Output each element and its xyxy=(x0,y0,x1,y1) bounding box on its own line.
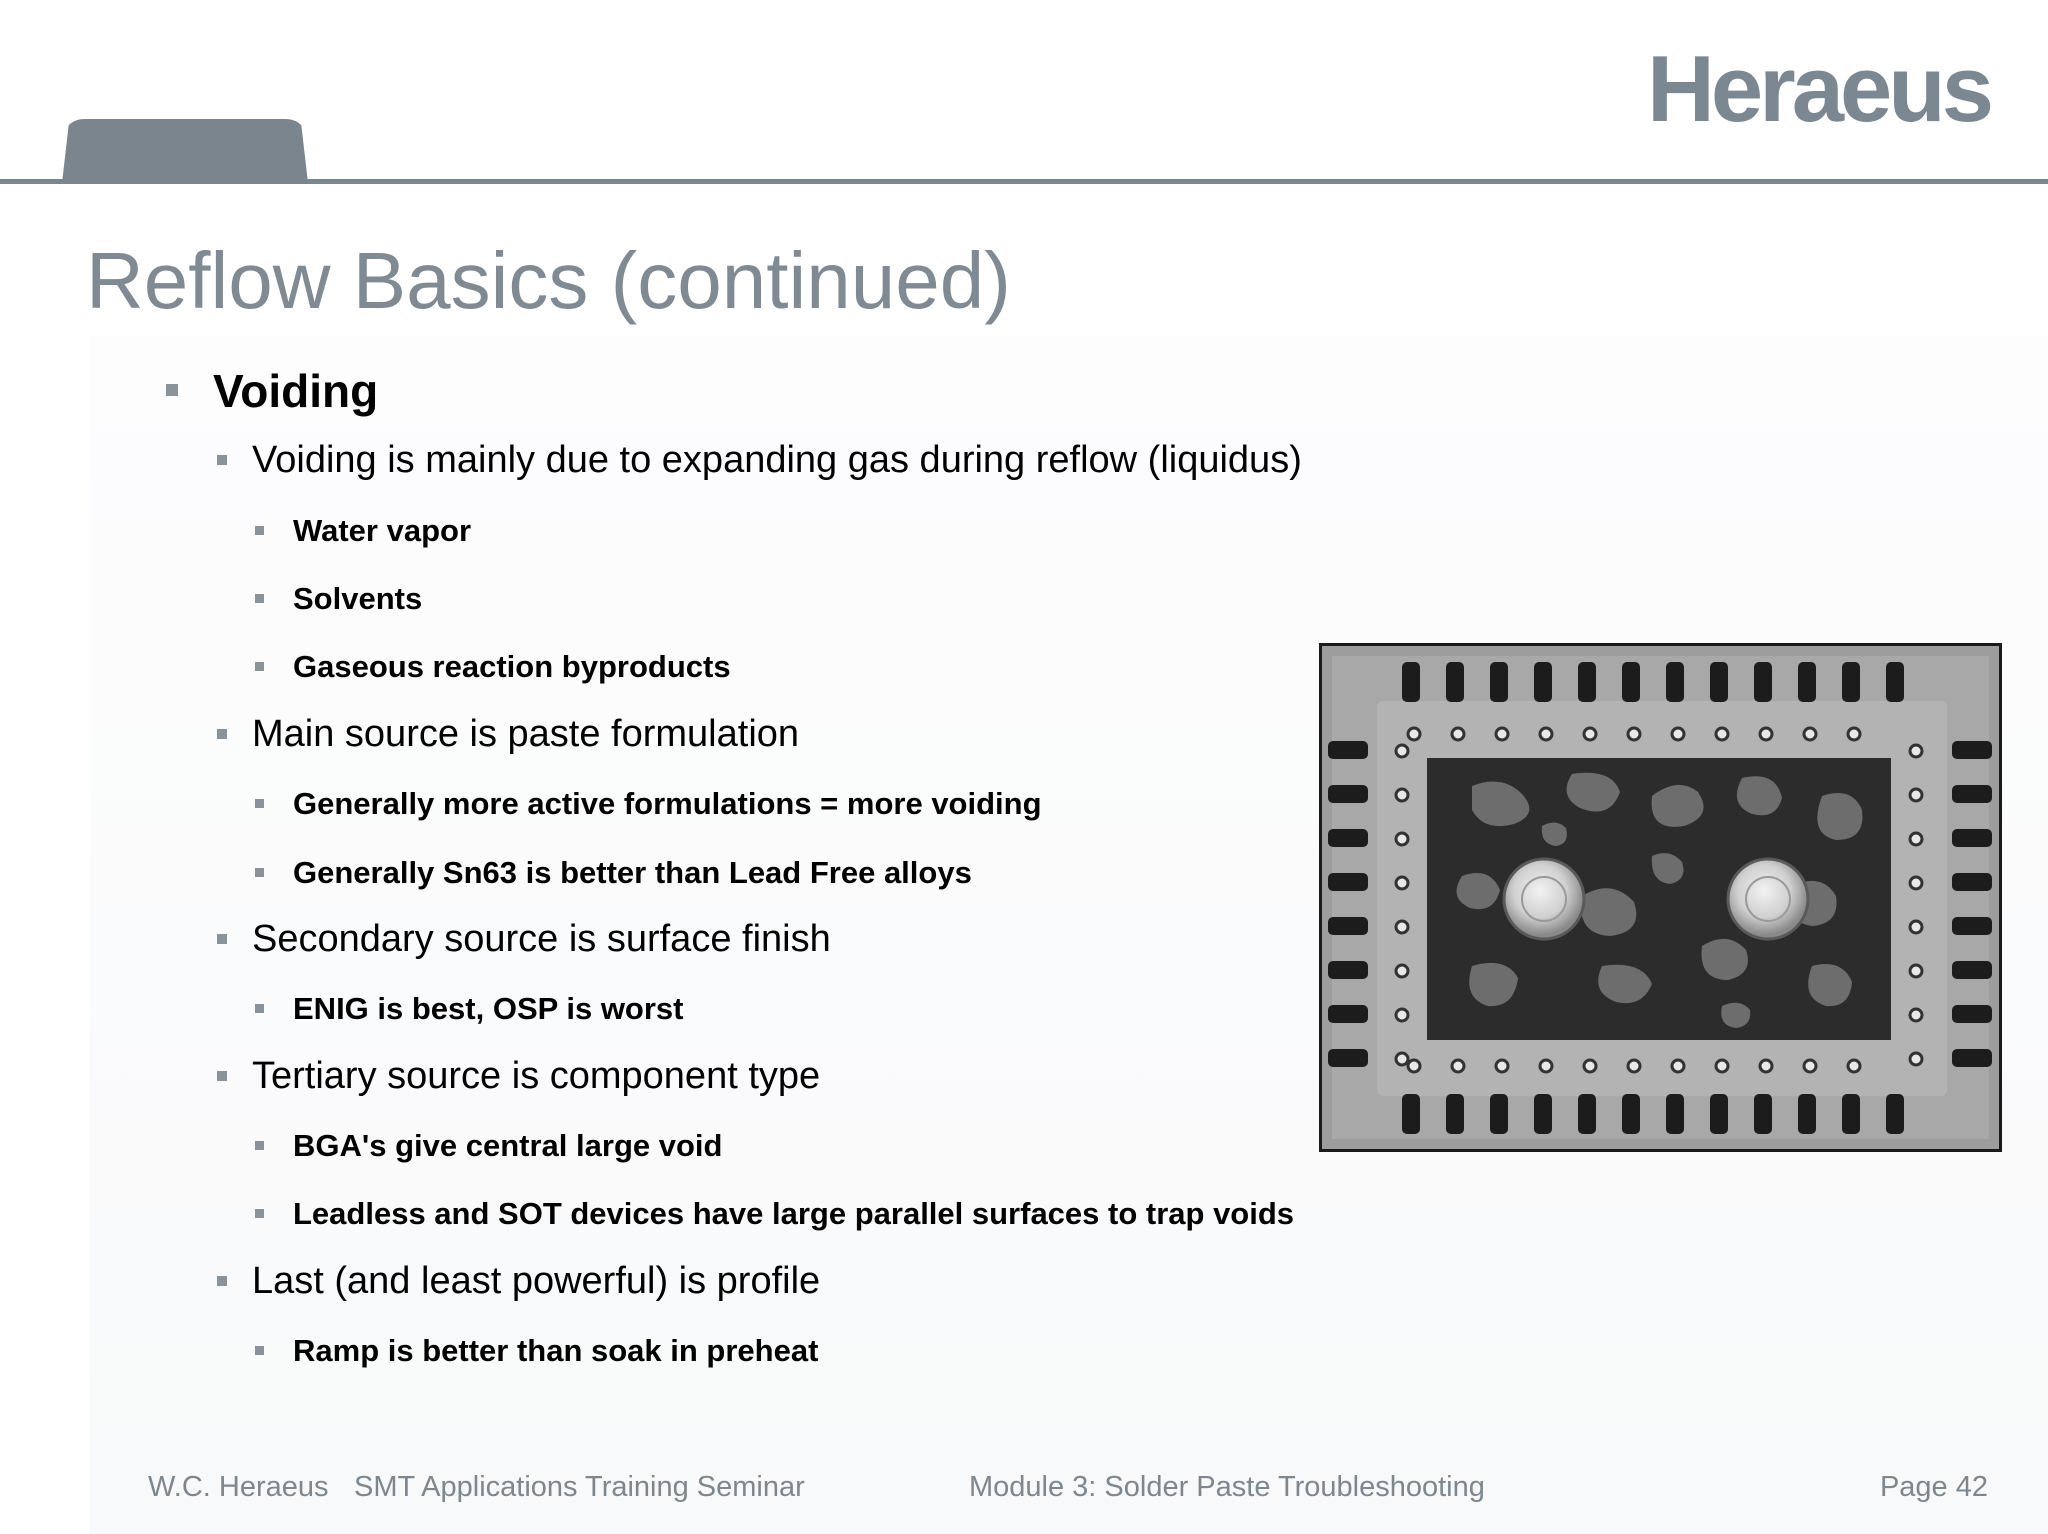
bullet-level3: Ramp is better than soak in preheat xyxy=(293,1333,818,1369)
via-dot xyxy=(1496,1060,1508,1072)
via-dot xyxy=(1408,1060,1420,1072)
via-dot xyxy=(1396,1053,1408,1065)
via-dot xyxy=(1452,1060,1464,1072)
solder-pad xyxy=(1710,662,1728,702)
xray-picture xyxy=(1322,646,1999,1149)
bullet-marker xyxy=(255,662,264,671)
solder-pad xyxy=(1886,662,1904,702)
via-dot xyxy=(1396,877,1408,889)
header-tab xyxy=(62,119,308,183)
solder-pad xyxy=(1952,785,1992,803)
bullet-marker xyxy=(255,1346,264,1355)
via-dot xyxy=(1672,1060,1684,1072)
bullet-level2: Tertiary source is component type xyxy=(252,1055,820,1098)
bullet-marker xyxy=(255,1004,264,1013)
solder-pad xyxy=(1710,1094,1728,1134)
solder-pad xyxy=(1490,1094,1508,1134)
via-dot xyxy=(1584,1060,1596,1072)
footer-module: Module 3: Solder Paste Troubleshooting xyxy=(969,1471,1485,1503)
bullet-level2: Main source is paste formulation xyxy=(252,713,799,756)
solder-pad xyxy=(1952,829,1992,847)
bullet-level3: BGA's give central large void xyxy=(293,1128,722,1164)
solder-pad xyxy=(1534,1094,1552,1134)
solder-pad xyxy=(1798,1094,1816,1134)
bullet-level3: Generally Sn63 is better than Lead Free alloys xyxy=(293,855,972,891)
via-dot xyxy=(1910,1009,1922,1021)
solder-pad xyxy=(1666,662,1684,702)
solder-pad xyxy=(1952,741,1992,759)
solder-pad xyxy=(1446,662,1464,702)
bullet-level3: Gaseous reaction byproducts xyxy=(293,649,731,685)
bullet-level3: Generally more active formulations = more voiding xyxy=(293,786,1042,822)
via-dot xyxy=(1910,833,1922,845)
heraeus-logo: Heraeus xyxy=(1647,36,1990,141)
solder-pad xyxy=(1402,1094,1420,1134)
solder-pad xyxy=(1328,829,1368,847)
bullet-level3: Water vapor xyxy=(293,513,471,549)
solder-pad xyxy=(1328,1049,1368,1067)
bullet-marker xyxy=(217,455,227,465)
bullet-level3: Leadless and SOT devices have large parallel surfaces to trap voids xyxy=(293,1196,1294,1232)
bullet-marker xyxy=(255,1141,264,1150)
bullet-level2: Last (and least powerful) is profile xyxy=(252,1260,820,1303)
via-dot xyxy=(1804,1060,1816,1072)
solder-pad xyxy=(1328,961,1368,979)
solder-pad xyxy=(1754,1094,1772,1134)
via-dot xyxy=(1628,1060,1640,1072)
bullet-marker xyxy=(255,594,264,603)
footer-page-number: Page 42 xyxy=(1879,1471,1988,1503)
solder-pad xyxy=(1446,1094,1464,1134)
solder-pad xyxy=(1666,1094,1684,1134)
via-dot xyxy=(1910,745,1922,757)
via-dot xyxy=(1540,1060,1552,1072)
xray-void-image xyxy=(1319,643,2002,1152)
via-dot xyxy=(1584,728,1596,740)
via-dot xyxy=(1452,728,1464,740)
solder-pad xyxy=(1952,1005,1992,1023)
bullet-marker xyxy=(217,1071,227,1081)
via-dot xyxy=(1396,745,1408,757)
solder-pad xyxy=(1328,741,1368,759)
via-dot xyxy=(1910,921,1922,933)
via-dot xyxy=(1848,1060,1860,1072)
solder-pad xyxy=(1578,662,1596,702)
solder-pad xyxy=(1328,1005,1368,1023)
solder-pad xyxy=(1798,662,1816,702)
solder-pad xyxy=(1328,917,1368,935)
solder-pad xyxy=(1952,961,1992,979)
bullet-marker xyxy=(217,934,227,944)
solder-pad xyxy=(1842,662,1860,702)
solder-pad xyxy=(1886,1094,1904,1134)
via-dot xyxy=(1760,1060,1772,1072)
via-dot xyxy=(1628,728,1640,740)
bullet-marker xyxy=(255,799,264,808)
header-divider xyxy=(0,179,2048,184)
via-dot xyxy=(1716,728,1728,740)
bullet-level3: ENIG is best, OSP is worst xyxy=(293,991,684,1027)
bullet-voiding: Voiding xyxy=(213,364,378,418)
bullet-marker xyxy=(217,1276,227,1286)
solder-pad xyxy=(1754,662,1772,702)
bullet-marker xyxy=(255,868,264,877)
bullet-marker xyxy=(255,526,264,535)
solder-pad xyxy=(1578,1094,1596,1134)
solder-pad xyxy=(1490,662,1508,702)
solder-pad xyxy=(1952,917,1992,935)
via-dot xyxy=(1910,965,1922,977)
solder-pad xyxy=(1328,785,1368,803)
bullet-marker xyxy=(166,384,178,396)
solder-pad xyxy=(1622,1094,1640,1134)
via-dot xyxy=(1910,877,1922,889)
via-dot xyxy=(1408,728,1420,740)
footer-seminar: SMT Applications Training Seminar xyxy=(354,1471,805,1503)
solder-pad xyxy=(1952,1049,1992,1067)
via-dot xyxy=(1540,728,1552,740)
via-dot xyxy=(1716,1060,1728,1072)
via-dot xyxy=(1760,728,1772,740)
via-dot xyxy=(1672,728,1684,740)
bullet-marker xyxy=(255,1209,264,1218)
solder-pad xyxy=(1842,1094,1860,1134)
solder-pad xyxy=(1534,662,1552,702)
solder-pad xyxy=(1402,662,1420,702)
via-dot xyxy=(1848,728,1860,740)
via-dot xyxy=(1396,921,1408,933)
via-dot xyxy=(1910,789,1922,801)
via-dot xyxy=(1396,789,1408,801)
via-dot xyxy=(1396,833,1408,845)
solder-pad xyxy=(1952,873,1992,891)
slide-title: Reflow Basics (continued) xyxy=(86,236,1011,325)
via-dot xyxy=(1396,965,1408,977)
solder-pad xyxy=(1328,873,1368,891)
via-dot xyxy=(1804,728,1816,740)
bullet-marker xyxy=(217,729,227,739)
footer-company: W.C. Heraeus xyxy=(148,1471,329,1503)
via-dot xyxy=(1496,728,1508,740)
via-dot xyxy=(1396,1009,1408,1021)
via-dot xyxy=(1910,1053,1922,1065)
bullet-level3: Solvents xyxy=(293,581,422,617)
solder-pad xyxy=(1622,662,1640,702)
bullet-level2: Secondary source is surface finish xyxy=(252,918,831,961)
bullet-level2: Voiding is mainly due to expanding gas during reflow (liquidus) xyxy=(252,439,1302,482)
